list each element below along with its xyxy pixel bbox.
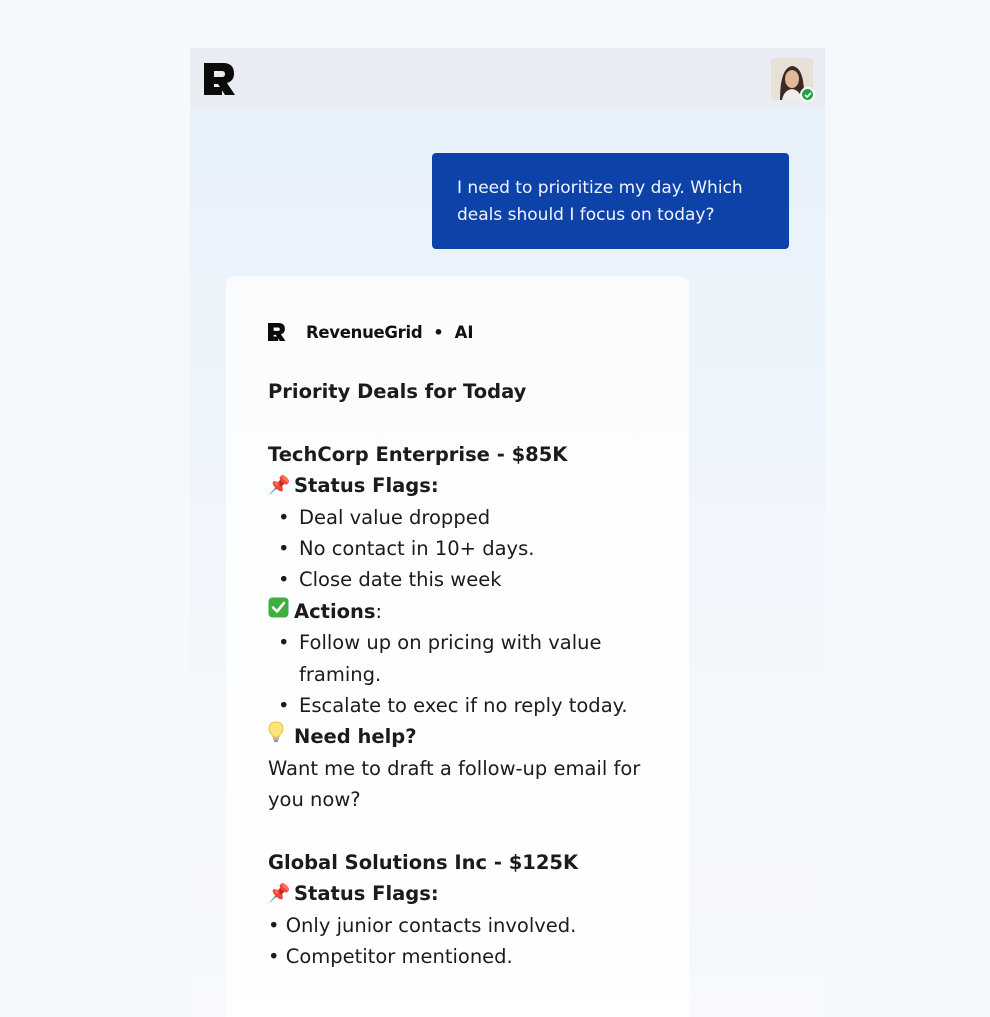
deal-title: Global Solutions Inc - $125K <box>268 851 579 875</box>
check-mark-button-icon <box>268 596 294 627</box>
response-heading: Priority Deals for Today <box>268 380 527 403</box>
actions-heading: Actions : <box>268 596 678 627</box>
deal-title: TechCorp Enterprise - $85K <box>268 442 568 466</box>
status-flags-heading: 📌 Status Flags: <box>268 470 678 501</box>
brand-name: RevenueGrid <box>306 322 423 342</box>
list-item: • Close date this week <box>268 564 678 595</box>
user-message-text: I need to prioritize my day. Which deals should I focus on today? <box>457 178 743 225</box>
revenuegrid-logo-icon <box>268 323 286 341</box>
need-help-heading: Need help? <box>268 721 678 752</box>
user-avatar[interactable] <box>771 58 815 102</box>
online-status-icon <box>800 87 815 102</box>
ai-response-header <box>268 320 474 344</box>
list-item: • Deal value dropped <box>268 502 678 533</box>
status-flags-heading: 📌 Status Flags: <box>268 878 678 909</box>
user-message-bubble <box>432 153 789 249</box>
help-text: Want me to draft a follow-up email for you now? <box>268 756 641 812</box>
list-item: • Follow up on pricing with value framing. <box>268 627 678 690</box>
actions-list <box>268 627 678 721</box>
pushpin-icon: 📌 <box>268 475 291 497</box>
list-item: • No contact in 10+ days. <box>268 533 678 564</box>
list-item: • Competitor mentioned. <box>268 945 513 969</box>
status-flags-list <box>268 502 678 596</box>
top-bar <box>190 48 825 108</box>
ai-response-content <box>268 376 678 973</box>
header-separator: • <box>433 322 444 342</box>
ai-tag: AI <box>454 322 474 342</box>
ai-response-card <box>226 276 689 1017</box>
chat-panel <box>190 48 825 1017</box>
revenuegrid-logo-icon[interactable] <box>204 63 236 95</box>
light-bulb-icon <box>268 721 294 752</box>
list-item: • Escalate to exec if no reply today. <box>268 690 678 721</box>
list-item: • Only junior contacts involved. <box>268 913 577 937</box>
pushpin-icon: 📌 <box>268 883 291 905</box>
